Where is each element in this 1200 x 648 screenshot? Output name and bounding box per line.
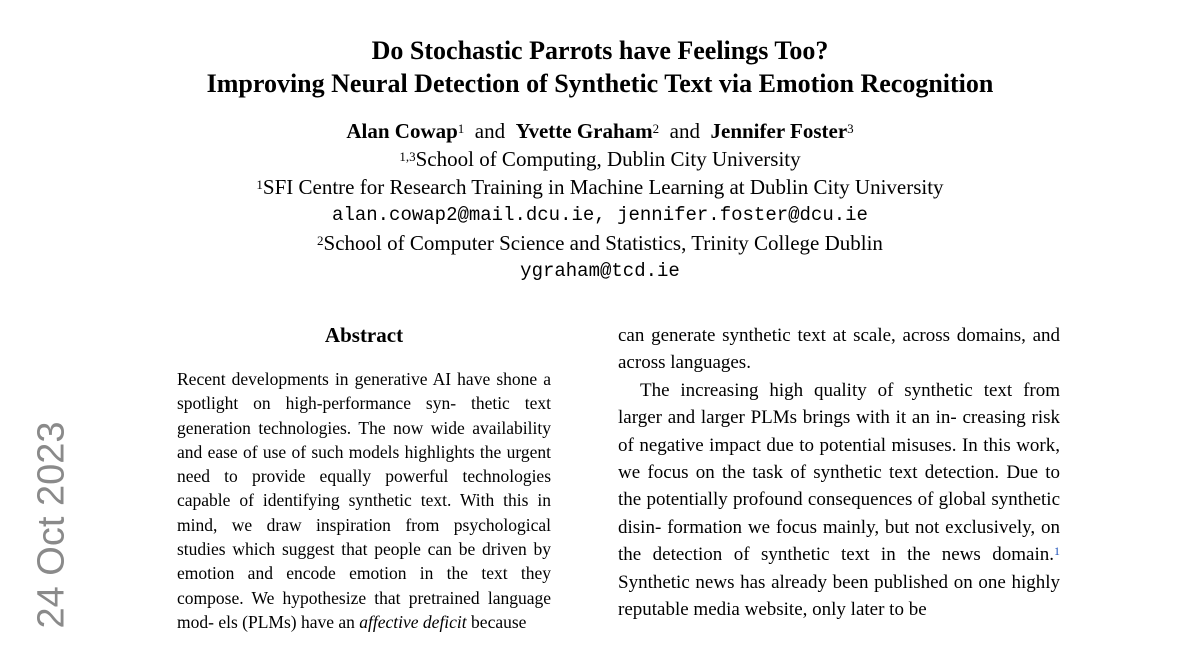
affiliation-text: School of Computer Science and Statistics, Trinity College Dublin [323,231,883,255]
abstract-line: powerful technologies capable of identifying [177,466,552,511]
intro-paragraph-1 [618,322,1060,377]
intro-line: can generate synthetic text at scale, across domains, [618,325,1026,346]
intro-line: profound consequences of global synthetic disin- [618,489,1060,538]
abstract-line: and encode emotion in the text they compose. [177,563,552,608]
abstract-body [177,367,551,634]
author-affiliation-mark: 1 [457,121,465,136]
abstract-line: We hypothesize that pretrained language mod- [177,587,552,632]
affiliation-mark: 1,3 [399,149,416,164]
author-email: alan.cowap2@mail.dcu.ie, jennifer.foster@dcu.ie [332,204,868,226]
intro-line: the detection of synthetic text in the news domain. [618,544,1054,566]
affiliation [0,229,1200,257]
affiliation-text: School of Computing, Dublin City University [415,147,801,171]
affiliation-text: SFI Centre for Research Training in Machine Learning at Dublin City University [262,175,944,199]
abstract-line: synthetic text. With this in mind, we draw [177,490,552,535]
intro-line: and across languages. [618,325,1061,374]
abstract-line: wide availability and ease of use of such models [177,417,551,462]
abstract-line: Recent developments in generative AI have [177,369,491,389]
intro-line: creasing risk of negative impact due to potential [618,407,1060,456]
abstract-line: inspiration from psychological studies which [177,514,551,560]
affiliation-mark: 1 [256,177,263,192]
abstract-line: suggest that people can be driven by emotion [177,539,551,584]
arxiv-date-text: 24 Oct 2023 [30,421,73,629]
author-list [0,117,1200,145]
author-email: ygraham@tcd.ie [520,260,680,282]
author-affiliation-mark: 3 [847,121,854,136]
author-separator: and [669,119,700,143]
intro-line: from larger and larger PLMs brings with it an in- [618,379,1060,429]
abstract-column [177,320,551,634]
introduction-column [618,322,1060,623]
abstract-line: thetic text generation technologies. The now [177,393,551,438]
abstract-line: highlights the urgent need to provide equally [177,441,552,487]
intro-line: The increasing high quality of synthetic text [640,379,1013,401]
abstract-heading: Abstract [324,323,404,347]
paper-title-line-2: Improving Neural Detection of Synthetic Text via Emotion Recognition [206,69,994,98]
paper-title-line-1: Do Stochastic Parrots have Feelings Too? [371,36,829,65]
abstract-line: shone a spotlight on high-performance syn- [177,369,551,414]
footnote-link[interactable]: 1 [1054,544,1060,559]
intro-paragraph-2 [618,377,1060,624]
emphasis: affective deficit [359,611,467,632]
affiliation [0,145,1200,173]
author-separator: and [474,119,506,143]
affiliation [0,173,1200,201]
affiliation-mark: 2 [317,233,324,248]
intro-line: synthetic text detection. Due to the potentially [618,462,1061,511]
intro-line: highly reputable media website, only later to be [618,571,1061,621]
author-affiliation-mark: 2 [652,121,660,136]
abstract-line: els (PLMs) have an affective deficit because [218,611,527,632]
author-name: Jennifer Foster [710,119,848,143]
intro-line: formation we focus mainly, but not exclusively, on [667,516,1061,538]
intro-line: misuses. In this work, we focus on the task of [618,434,1061,484]
author-name: Alan Cowap [346,119,458,143]
author-name: Yvette Graham [515,119,653,143]
arxiv-date-stamp [28,420,76,630]
paper-header [0,34,1200,285]
intro-line: Synthetic news has already been published on one [618,571,1006,593]
